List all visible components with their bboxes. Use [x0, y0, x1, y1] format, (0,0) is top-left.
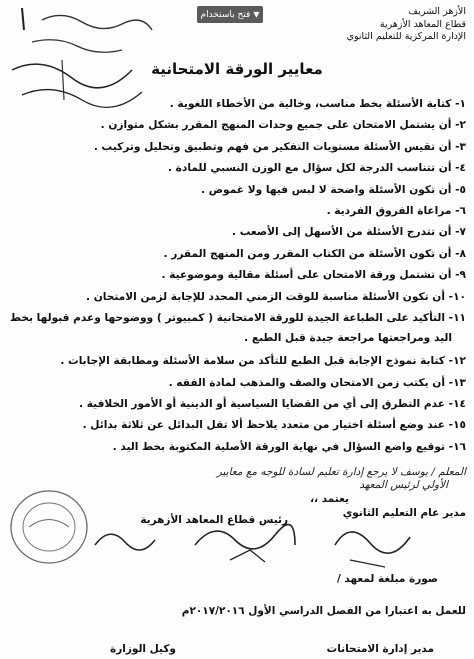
exams-director-title: مدير إدارة الامتحانات: [326, 643, 434, 655]
list-item: ١١- التأكيد على الطباعة الجيدة للورقة الامتحانية ( كمبيوتر ) ووضوحها وعدم قبولها بخط: [9, 311, 466, 324]
list-item: ١- كتابة الأسئلة بخط مناسب، وخالية من الأخطاء اللغوية .: [169, 98, 466, 110]
deputy-minister-title: وكيل الوزارة: [110, 643, 176, 655]
page-title: معايير الورقة الامتحانية: [151, 60, 323, 78]
item-11-continuation: اليد ومراجعتها مراجعة جيدة قبل الطبع .: [244, 332, 452, 344]
list-item: ٧- أن تتدرج الأسئلة من الأسهل إلى الأصعب .: [232, 226, 466, 239]
signature-1: [190, 510, 300, 570]
list-item: ١٠- أن تكون الأسئلة مناسبة للوقت الزمني المحدد للإجابة لزمن الامتحان .: [85, 290, 466, 303]
open-with-label: فتح باستخدام: [200, 9, 251, 20]
letterhead-line-1: الأزهر الشريف: [408, 6, 466, 17]
signature-3: [90, 520, 160, 560]
approved-label: يعتمد ،،: [310, 493, 349, 505]
list-item: ٥- أن تكون الأسئلة واضحة لا لبس فيها ولا غموض .: [201, 183, 466, 196]
list-item: ١٢- كتابة نموذج الإجابة قبل الطبع للتأكد من سلامة الأسئلة ومطابقة الإجابات .: [60, 355, 466, 368]
letterhead: [347, 6, 466, 44]
handwritten-note-2: الأولي لرئيس المعهد: [359, 479, 448, 491]
list-item: ١٣- أن يكتب زمن الامتحان والصف والمذهب لمادة الفقه .: [168, 376, 466, 389]
letterhead-line-2: قطاع المعاهد الأزهرية: [379, 18, 466, 30]
list-item: ٦- مراعاة الفروق الفردية .: [326, 204, 466, 217]
official-stamp: [4, 482, 94, 572]
handwritten-note-1: المعلم / يوسف لا يرجع إدارة تعليم لسادة للوجه مع معايير: [216, 466, 466, 478]
list-item: ٨- أن تكون الأسئلة من الكتاب المقرر ومن المنهج المقرر .: [163, 247, 466, 260]
list-item: ٤- أن تتناسب الدرجة لكل سؤال مع الوزن النسبي للمادة .: [167, 162, 466, 175]
effective-date-line: للعمل به اعتبارا من الفصل الدراسي الأول ٢٠١٧/٢٠١٦م: [181, 605, 466, 617]
list-item: ٩- أن تشتمل ورقة الامتحان على أسئلة مقالية وموضوعية .: [161, 269, 466, 282]
chevron-down-icon: ▼: [253, 10, 260, 19]
copy-to-line: صورة مبلغة لمعهد /: [336, 573, 438, 585]
sector-head-title: رئيس قطاع المعاهد الأزهرية: [140, 514, 288, 526]
list-item: ٢- أن يشتمل الامتحان على جميع وحدات المنهج المقرر بشكل متوازن .: [100, 119, 466, 132]
list-item: ١٤- عدم التطرق إلى أي من القضايا السياسية أو الدينية أو الأمور الخلافية .: [79, 398, 466, 411]
list-item: ١٥- عند وضع أسئلة اختيار من متعدد يلاحظ ألا تقل البدائل عن ثلاثة بدائل .: [82, 419, 466, 432]
signature-2: [330, 515, 420, 575]
criteria-list: [4, 94, 466, 458]
open-with-button[interactable]: [197, 6, 263, 23]
list-item: ١٦- توقيع واضع السؤال في نهاية الورقة الأصلية المكتوبة بخط اليد .: [112, 440, 466, 453]
list-item: ٣- أن تقيس الأسئلة مستويات التفكير من فهم وتطبيق وتحليل وتركيب .: [93, 140, 466, 153]
letterhead-line-3: الإدارة المركزية للتعليم الثانوي: [346, 31, 466, 42]
general-manager-title: مدير عام التعليم الثانوي: [342, 507, 466, 519]
